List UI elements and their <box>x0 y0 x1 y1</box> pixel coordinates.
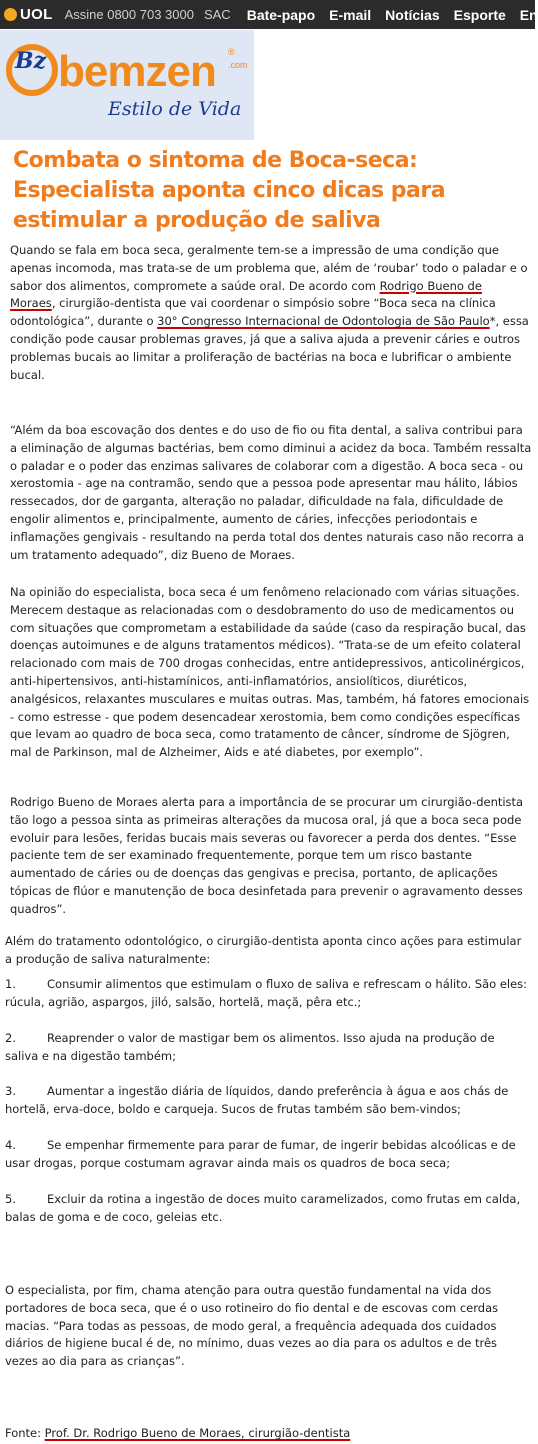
uol-logo[interactable] <box>4 6 53 23</box>
tip-number: 3. <box>5 1084 16 1098</box>
nav-email[interactable]: E-mail <box>329 6 372 23</box>
tip-text: Reaprender o valor de mastigar bem os alimentos. Isso ajuda na produção de saliva e na digestão também; <box>5 1031 495 1063</box>
article-paragraph-5: Além do tratamento odontológico, o cirurgião-dentista aponta cinco ações para estimular a produção de saliva naturalmente: <box>5 934 522 966</box>
tip-item-4 <box>5 1137 530 1173</box>
article-paragraph-6: O especialista, por fim, chama atenção para outra questão fundamental na vida dos portadores de boca seca, que é o uso rotineiro do fio dental e de escovas com cerdas macias. “Para todas as pessoas, de modo geral, a frequência adequada dos cuidados diários de higiene bucal é de, no mínimo, duas vezes ao dia para os adultos e de três vezes ao dia para as crianças”. <box>5 1283 499 1369</box>
tip-number: 1. <box>5 977 16 991</box>
nav-esporte[interactable]: Esporte <box>453 6 506 23</box>
nav-entretenimento[interactable]: En <box>519 6 538 23</box>
tip-item-1 <box>5 976 530 1012</box>
paragraph-1-text-c: *, essa condição pode causar problemas graves, já que a saliva ajuda a prevenir cáries e outros problemas bucais ao limitar a proliferação de bactérias na boca e lubrificar o ambiente bucal. <box>10 314 529 382</box>
paragraph-1-text-a: Quando se fala em boca seca, geralmente tem-se a impressão de uma condição que apenas incomoda, mas trata-se de um problema que, além de ‘roubar’ todo o paladar e o sabor dos alimentos, compromete a saúde oral. De acordo com <box>10 243 528 293</box>
registered-mark: ® <box>228 47 235 57</box>
source-line <box>5 1425 530 1443</box>
article-paragraph-2: “Além da boa escovação dos dentes e do uso de fio ou fita dental, a saliva contribui para a eliminação de algumas bactérias, bem como diminui a acidez da boca. Também ressalta o paladar e o poder das enzimas salivares de colaborar com a digestão. A boca seca - ou xerostomia - age na contramão, sendo que a pessoa pode apresentar mau hálito, lábios ressecados, dor de garganta, alteração no paladar, dificuldade na fala, dificuldade de engolir alimentos e, principalmente, aumento de cáries, infecções periodontais e inflamações gengivais - resultando na perda total dos dentes naturais caso não recorra a um tratamento adequado”, diz Bueno de Moraes. <box>10 423 532 562</box>
tip-number: 4. <box>5 1138 16 1152</box>
article-paragraph-1 <box>10 242 530 384</box>
bemzen-tagline: Estilo de Vida <box>108 98 242 120</box>
uol-topbar <box>0 0 538 29</box>
uol-brand: UOL <box>20 6 53 23</box>
nav-noticias[interactable]: Notícias <box>385 6 440 23</box>
tip-number: 5. <box>5 1192 16 1206</box>
bemzen-monogram: Bz <box>15 48 47 74</box>
author-link[interactable]: Rodrigo Bueno de Moraes <box>10 278 482 311</box>
bemzen-logo[interactable] <box>0 30 254 140</box>
article-paragraph-3: Na opinião do especialista, boca seca é um fenômeno relacionado com várias situações. Merecem destaque as relacionadas com o desdobramento do uso de medicamentos ou com situações que comprometam a estabilidade da saúde (caso da respiração bucal, das doenças autoimunes e de alguns tratamentos médicos). “Trata-se de um efeito colateral relacionado com mais de 700 drogas conhecidas, entre antidepressivos, anticolinérgicos, anti-hipertensivos, anti-histamínicos, anti-inflamatórios, ansiolíticos, diuréticos, analgésicos, relaxantes musculares e muitas outras. Mas, também, há fatores emocionais - como estresse - que podem desencadear xerostomia, bem como condições específicas que levam ao quadro de boca seca, como tratamento de câncer, síndrome de Sjögren, mal de Parkinson, mal de Alzheimer, Aids e até diabetes, por exemplo”. <box>10 585 530 760</box>
nav-bate-papo[interactable]: Bate-papo <box>246 6 316 23</box>
tip-text: Excluir da rotina a ingestão de doces muito caramelizados, como frutas em calda, balas de goma e de coco, geleias etc. <box>5 1192 521 1224</box>
tip-text: Se empenhar firmemente para parar de fumar, de ingerir bebidas alcoólicas e de usar drogas, porque costumam agravar ainda mais os quadros de boca seca; <box>5 1138 516 1170</box>
article-paragraph-4: Rodrigo Bueno de Moraes alerta para a importância de se procurar um cirurgião-dentista tão logo a pessoa sinta as primeiras alterações da mucosa oral, já que a boca seca pode evoluir para lesões, feridas bucais mais severas ou favorecer a perda dos dentes. “Esse paciente tem de ser examinado frequentemente, porque tem um risco bastante aumentado de cáries ou de doenças das gengivas e precisa, portanto, de aplicações tópicas de flúor e manutenção de boca desinfetada para prevenir o agravamento desses quadros”. <box>10 795 524 916</box>
bemzen-com: .com <box>228 60 248 70</box>
tip-number: 2. <box>5 1031 16 1045</box>
paragraph-1-text-b: , cirurgião-dentista que vai coordenar o simpósio sobre “Boca seca na clínica odontológica”, durante o <box>10 296 496 329</box>
tip-item-3 <box>5 1083 530 1119</box>
source-label: Fonte: <box>5 1426 45 1440</box>
tip-item-5 <box>5 1191 530 1227</box>
congress-link[interactable]: 30° Congresso Internacional de Odontologia de São Paulo <box>157 314 490 329</box>
source-link[interactable]: Prof. Dr. Rodrigo Bueno de Moraes, cirurgião-dentista <box>44 1426 351 1440</box>
sac-link[interactable]: SAC <box>203 7 231 22</box>
tip-text: Consumir alimentos que estimulam o fluxo de saliva e refrescam o hálito. São eles: rúcula, agrião, aspargos, jiló, salsão, hortelã, maçã, pêra etc.; <box>5 977 528 1009</box>
article-headline: Combata o sintoma de Boca-seca: Especialista aponta cinco dicas para estimular a produção de saliva <box>13 148 446 233</box>
tip-text: Aumentar a ingestão diária de líquidos, dando preferência à água e aos chás de hortelã, erva-doce, boldo e carqueja. Sucos de frutas também são bem-vindos; <box>5 1084 509 1116</box>
bemzen-wordmark: bemzen <box>58 47 216 96</box>
uol-logo-icon <box>4 8 17 21</box>
tip-item-2 <box>5 1030 530 1066</box>
assine-link[interactable]: Assine 0800 703 3000 <box>64 7 194 22</box>
